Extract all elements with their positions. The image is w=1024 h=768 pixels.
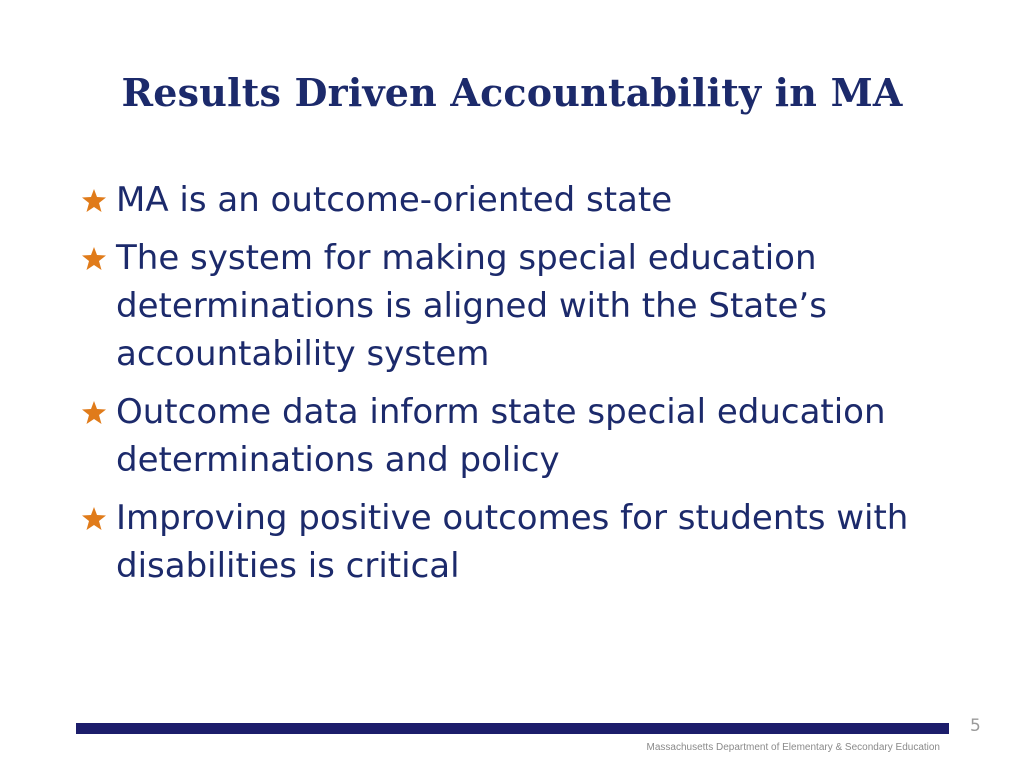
bullet-item	[82, 494, 962, 590]
slide-title: Results Driven Accountability in MA	[121, 70, 903, 115]
bullet-item	[82, 234, 962, 378]
footer-text: Massachusetts Department of Elementary & Secondary Education	[646, 742, 940, 753]
bullet-item	[82, 388, 962, 484]
star-icon	[82, 507, 108, 530]
bullet-text: Outcome data inform state special education determinations and policy	[116, 392, 886, 480]
bullet-text: The system for making special education determinations is aligned with the State’s accountability system	[116, 238, 827, 374]
star-icon	[82, 189, 108, 212]
page-number: 5	[970, 716, 981, 736]
bullet-list	[82, 176, 962, 600]
star-icon	[82, 401, 108, 424]
bullet-text: MA is an outcome-oriented state	[116, 180, 673, 220]
bullet-item	[82, 176, 962, 224]
star-icon	[82, 247, 108, 270]
footer-bar	[76, 723, 949, 734]
bullet-text: Improving positive outcomes for students with disabilities is critical	[116, 498, 909, 586]
